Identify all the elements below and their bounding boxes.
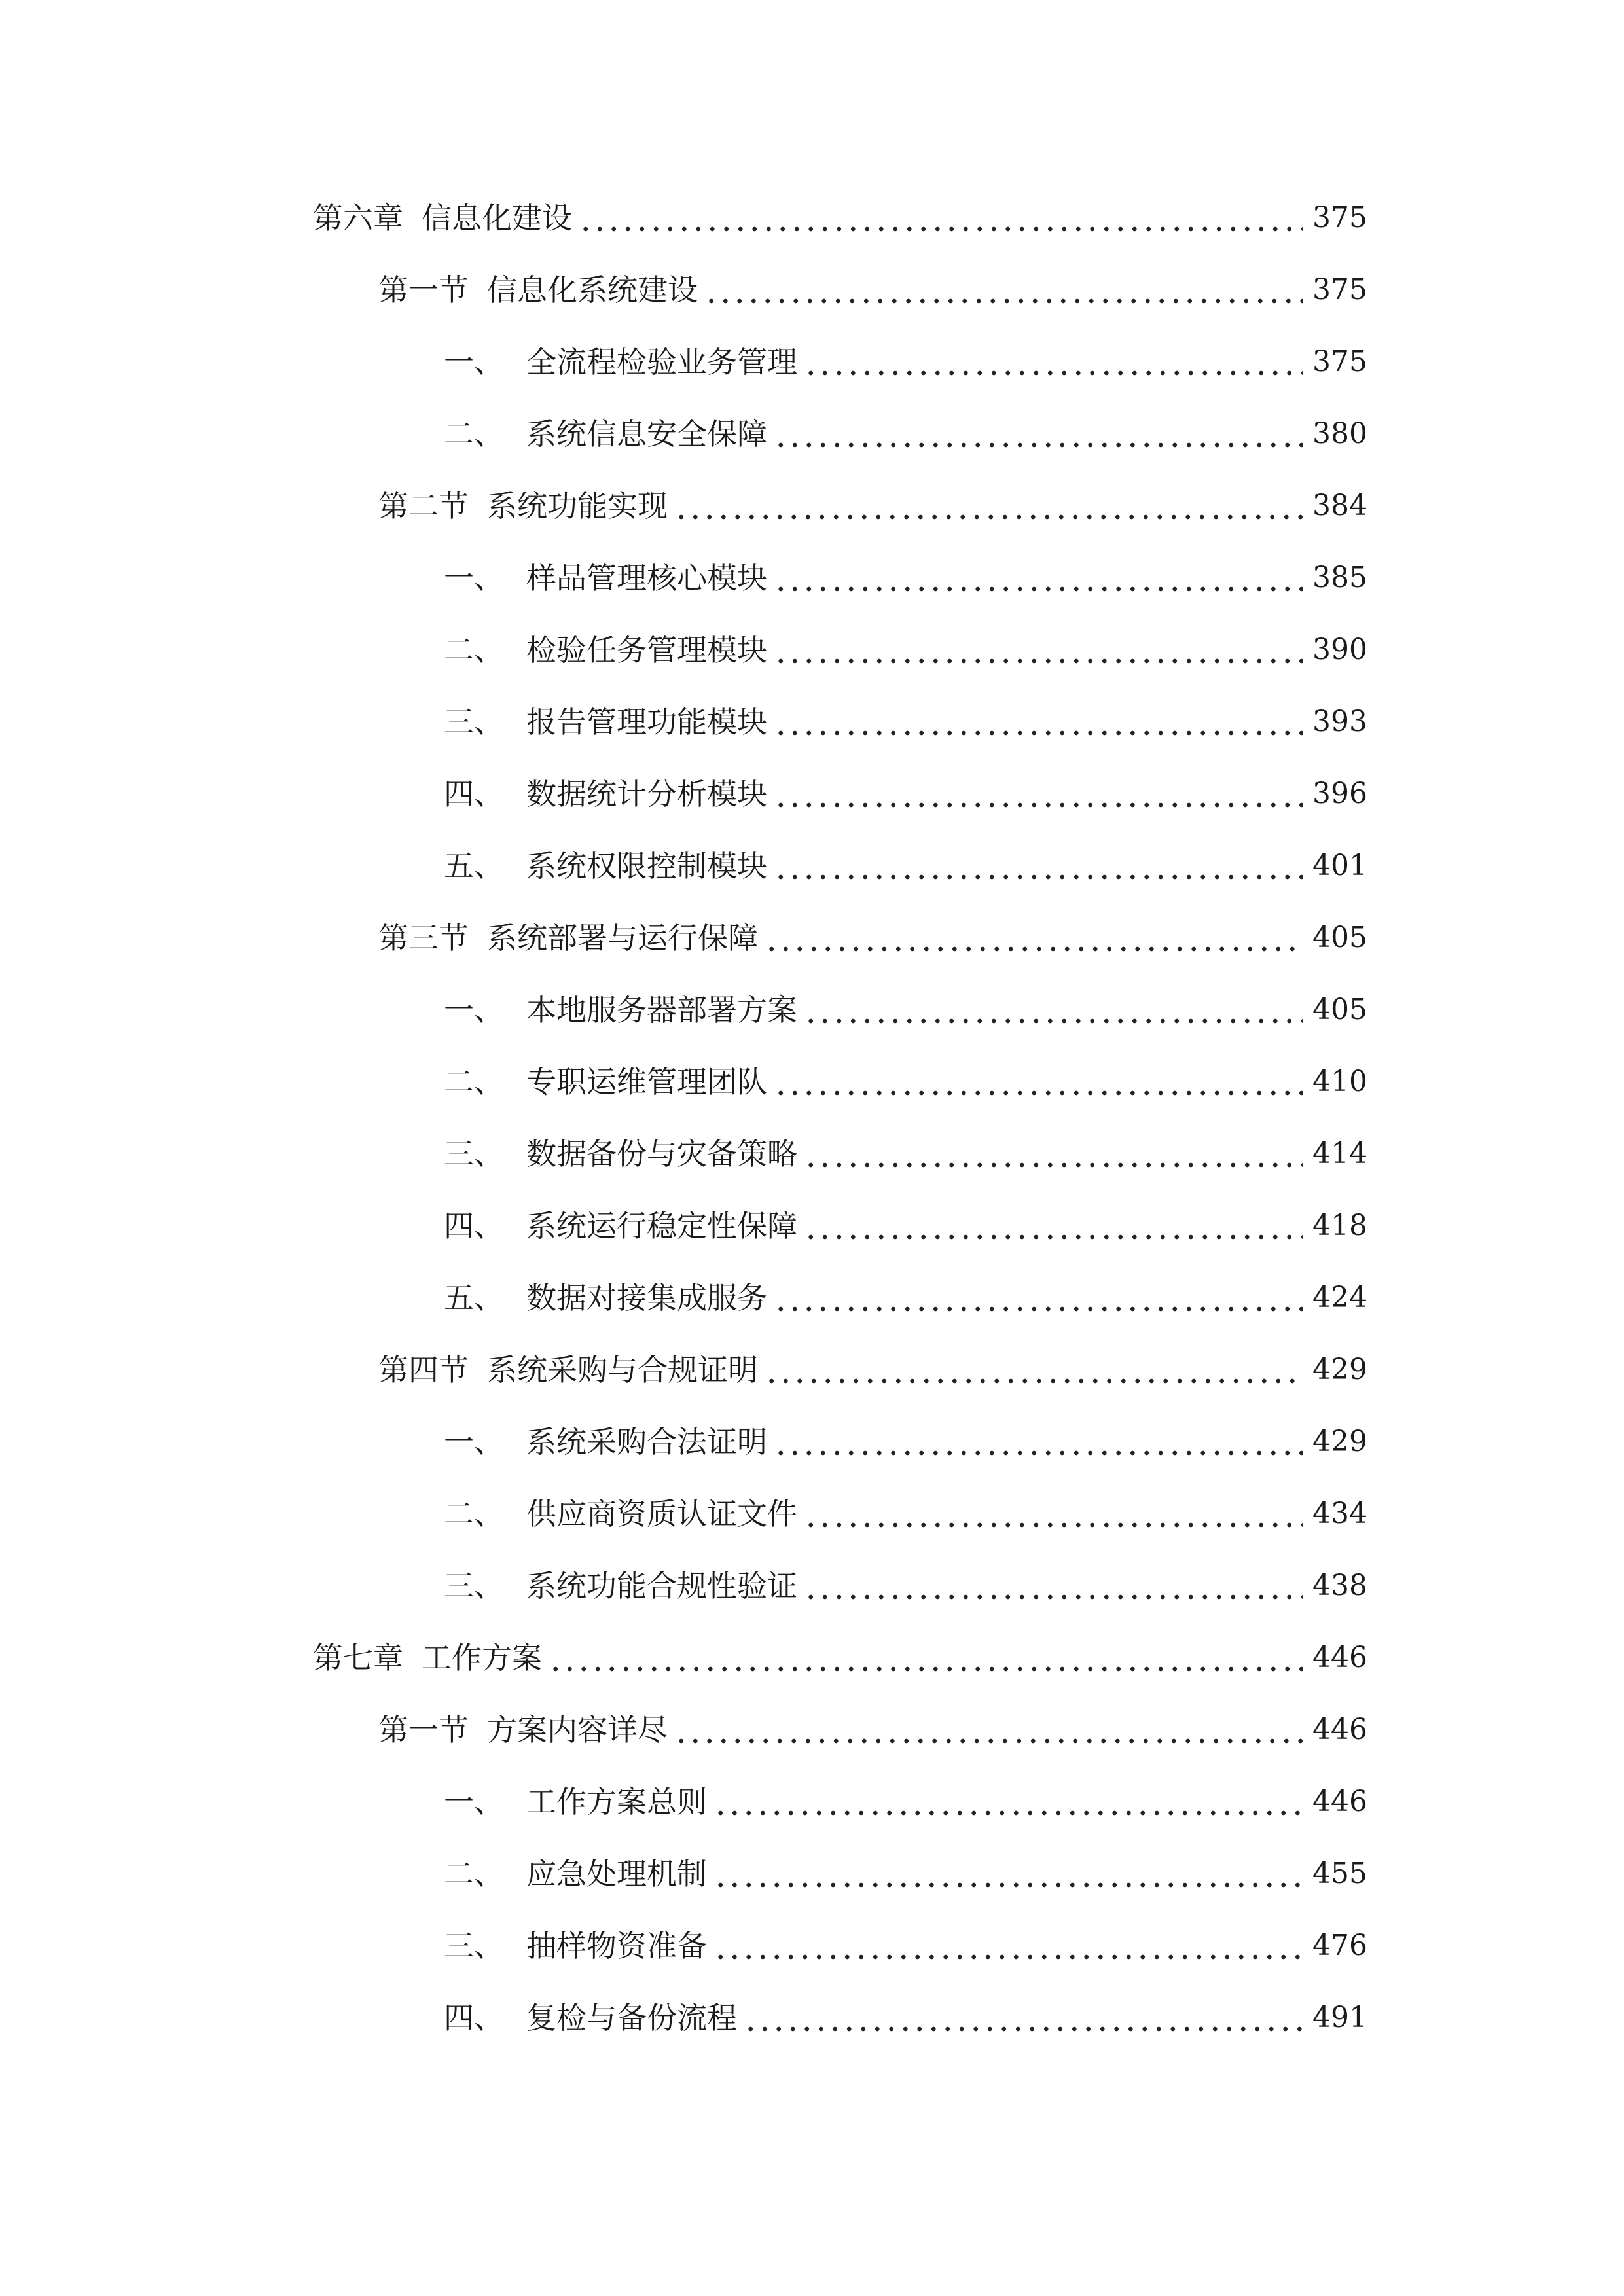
toc-entry-section[interactable] — [378, 254, 1367, 326]
toc-page-number: 396 — [1312, 777, 1367, 810]
toc-entry-number: 五、 — [444, 1280, 504, 1316]
toc-entry-label — [444, 344, 797, 380]
toc-entry-number: 第七章 — [313, 1640, 403, 1676]
toc-entry-subsection[interactable] — [444, 326, 1367, 398]
dot-leader — [804, 995, 1303, 1025]
toc-entry-number: 四、 — [444, 776, 504, 812]
toc-entry-title: 应急处理机制 — [526, 1856, 707, 1892]
toc-page-number: 385 — [1312, 561, 1367, 594]
toc-entry-title: 专职运维管理团队 — [526, 1064, 767, 1100]
toc-entry-title: 供应商资质认证文件 — [526, 1496, 797, 1532]
toc-entry-subsection[interactable] — [444, 758, 1367, 830]
toc-entry-title: 系统权限控制模块 — [526, 848, 767, 884]
dot-leader — [713, 1859, 1303, 1889]
toc-page-number: 380 — [1312, 417, 1367, 450]
toc-entry-label — [444, 848, 767, 884]
toc-entry-subsection[interactable] — [444, 974, 1367, 1046]
dot-leader — [774, 779, 1303, 809]
toc-entry-title: 样品管理核心模块 — [526, 560, 767, 596]
toc-entry-number: 第一节 — [378, 1712, 469, 1748]
toc-entry-number: 二、 — [444, 1064, 504, 1100]
toc-entry-title: 工作方案 — [422, 1640, 542, 1676]
toc-page-number: 410 — [1312, 1065, 1367, 1098]
dot-leader — [774, 419, 1303, 449]
toc-page-number: 446 — [1312, 1641, 1367, 1674]
toc-entry-label — [444, 1928, 707, 1964]
toc-entry-title: 本地服务器部署方案 — [526, 992, 797, 1028]
dot-leader — [774, 563, 1303, 593]
dot-leader — [744, 2003, 1303, 2033]
toc-entry-number: 一、 — [444, 992, 504, 1028]
dot-leader — [704, 275, 1303, 305]
toc-entry-number: 第四节 — [378, 1352, 469, 1388]
toc-entry-label — [444, 1568, 797, 1604]
dot-leader — [765, 923, 1303, 953]
toc-entry-subsection[interactable] — [444, 542, 1367, 614]
toc-entry-subsection[interactable] — [444, 686, 1367, 758]
toc-entry-title: 复检与备份流程 — [526, 2000, 737, 2036]
dot-leader — [804, 1499, 1303, 1529]
dot-leader — [774, 635, 1303, 665]
toc-entry-subsection[interactable] — [444, 614, 1367, 686]
dot-leader — [549, 1643, 1303, 1673]
dot-leader — [774, 707, 1303, 737]
toc-entry-title: 系统采购合法证明 — [526, 1424, 767, 1460]
toc-entry-number: 三、 — [444, 704, 504, 740]
toc-entry-chapter[interactable] — [313, 1622, 1367, 1694]
dot-leader — [579, 203, 1303, 233]
toc-page-number: 390 — [1312, 633, 1367, 666]
toc-entry-number: 四、 — [444, 1208, 504, 1244]
toc-entry-title: 数据备份与灾备策略 — [526, 1136, 797, 1172]
toc-entry-title: 全流程检验业务管理 — [526, 344, 797, 380]
toc-entry-subsection[interactable] — [444, 1046, 1367, 1118]
toc-page-number: 491 — [1312, 2001, 1367, 2034]
toc-entry-number: 四、 — [444, 2000, 504, 2036]
toc-entry-label — [444, 416, 767, 452]
toc-entry-number: 三、 — [444, 1136, 504, 1172]
toc-page-number: 455 — [1312, 1857, 1367, 1890]
toc-entry-title: 数据对接集成服务 — [526, 1280, 767, 1316]
toc-entry-title: 报告管理功能模块 — [526, 704, 767, 740]
toc-page-number: 375 — [1312, 273, 1367, 306]
toc-entry-label — [378, 488, 668, 524]
toc-entry-label — [444, 560, 767, 596]
toc-entry-label — [444, 1064, 767, 1100]
toc-entry-subsection[interactable] — [444, 398, 1367, 470]
dot-leader — [774, 851, 1303, 881]
toc-entry-subsection[interactable] — [444, 1982, 1367, 2054]
dot-leader — [713, 1931, 1303, 1961]
toc-entry-subsection[interactable] — [444, 1190, 1367, 1262]
toc-entry-section[interactable] — [378, 1694, 1367, 1766]
toc-entry-label — [444, 1784, 707, 1820]
toc-entry-number: 三、 — [444, 1928, 504, 1964]
dot-leader — [804, 1211, 1303, 1241]
toc-page-number: 401 — [1312, 849, 1367, 882]
toc-entry-label — [444, 992, 797, 1028]
toc-entry-label — [444, 1424, 767, 1460]
toc-entry-number: 第三节 — [378, 920, 469, 956]
toc-entry-title: 系统部署与运行保障 — [487, 920, 758, 956]
dot-leader — [804, 1571, 1303, 1601]
dot-leader — [713, 1787, 1303, 1817]
toc-page-number: 405 — [1312, 993, 1367, 1026]
toc-entry-title: 系统采购与合规证明 — [487, 1352, 758, 1388]
toc-entry-label — [444, 1208, 797, 1244]
toc-page-number: 446 — [1312, 1713, 1367, 1746]
toc-entry-label — [444, 632, 767, 668]
toc-entry-label — [444, 704, 767, 740]
dot-leader — [804, 347, 1303, 377]
toc-entry-label — [444, 2000, 737, 2036]
toc-entry-number: 第二节 — [378, 488, 469, 524]
toc-entry-subsection[interactable] — [444, 1550, 1367, 1622]
toc-entry-label — [313, 1640, 542, 1676]
toc-page-number: 429 — [1312, 1353, 1367, 1386]
toc-page-number: 405 — [1312, 921, 1367, 954]
toc-page-number: 393 — [1312, 705, 1367, 738]
toc-entry-label — [378, 920, 758, 956]
toc-entry-number: 一、 — [444, 1784, 504, 1820]
dot-leader — [774, 1067, 1303, 1097]
toc-entry-number: 二、 — [444, 632, 504, 668]
toc-entry-subsection[interactable] — [444, 1118, 1367, 1190]
toc-entry-label — [378, 1712, 668, 1748]
toc-entry-subsection[interactable] — [444, 830, 1367, 902]
toc-entry-title: 工作方案总则 — [526, 1784, 707, 1820]
toc-entry-number: 一、 — [444, 560, 504, 596]
toc-entry-label — [444, 1496, 797, 1532]
toc-entry-section[interactable] — [378, 1334, 1367, 1406]
dot-leader — [774, 1283, 1303, 1313]
toc-entry-title: 数据统计分析模块 — [526, 776, 767, 812]
toc-entry-label — [378, 272, 698, 308]
toc-page-number: 434 — [1312, 1497, 1367, 1530]
toc-entry-title: 信息化系统建设 — [487, 272, 698, 308]
toc-entry-subsection[interactable] — [444, 1406, 1367, 1478]
toc-entry-subsection[interactable] — [444, 1262, 1367, 1334]
dot-leader — [674, 1715, 1303, 1745]
toc-entry-number: 二、 — [444, 1496, 504, 1532]
toc-entry-section[interactable] — [378, 902, 1367, 974]
toc-entry-label — [378, 1352, 758, 1388]
toc-entry-number: 一、 — [444, 344, 504, 380]
toc-entry-number: 第一节 — [378, 272, 469, 308]
toc-entry-label — [444, 1136, 797, 1172]
dot-leader — [804, 1139, 1303, 1169]
toc-entry-title: 方案内容详尽 — [487, 1712, 668, 1748]
dot-leader — [674, 491, 1303, 521]
toc-entry-subsection[interactable] — [444, 1478, 1367, 1550]
toc-page-number: 384 — [1312, 489, 1367, 522]
toc-entry-title: 信息化建设 — [422, 200, 572, 236]
toc-entry-label — [444, 1856, 707, 1892]
toc-entry-section[interactable] — [378, 470, 1367, 542]
toc-page-number: 375 — [1312, 201, 1367, 234]
toc-page-number: 438 — [1312, 1569, 1367, 1602]
toc-entry-subsection[interactable] — [444, 1766, 1367, 1838]
toc-entry-number: 第六章 — [313, 200, 403, 236]
toc-page-number: 418 — [1312, 1209, 1367, 1242]
toc-entry-number: 五、 — [444, 848, 504, 884]
toc-page-number: 429 — [1312, 1425, 1367, 1458]
toc-entry-label — [444, 776, 767, 812]
toc-entry-title: 系统运行稳定性保障 — [526, 1208, 797, 1244]
toc-entry-title: 系统功能合规性验证 — [526, 1568, 797, 1604]
toc-entry-label — [313, 200, 572, 236]
toc-entry-title: 抽样物资准备 — [526, 1928, 707, 1964]
toc-entry-number: 一、 — [444, 1424, 504, 1460]
toc-page-number: 375 — [1312, 345, 1367, 378]
toc-page-number: 446 — [1312, 1785, 1367, 1818]
toc-entry-label — [444, 1280, 767, 1316]
toc-entry-number: 三、 — [444, 1568, 504, 1604]
toc-entry-title: 系统信息安全保障 — [526, 416, 767, 452]
toc-entry-chapter[interactable] — [313, 182, 1367, 254]
dot-leader — [765, 1355, 1303, 1385]
dot-leader — [774, 1427, 1303, 1457]
toc-entry-number: 二、 — [444, 416, 504, 452]
toc-entry-title: 检验任务管理模块 — [526, 632, 767, 668]
toc-entry-subsection[interactable] — [444, 1910, 1367, 1982]
toc-page-number: 476 — [1312, 1929, 1367, 1962]
toc-page-number: 414 — [1312, 1137, 1367, 1170]
toc-entry-title: 系统功能实现 — [487, 488, 668, 524]
toc-page-number: 424 — [1312, 1281, 1367, 1314]
toc-entry-number: 二、 — [444, 1856, 504, 1892]
toc-entry-subsection[interactable] — [444, 1838, 1367, 1910]
